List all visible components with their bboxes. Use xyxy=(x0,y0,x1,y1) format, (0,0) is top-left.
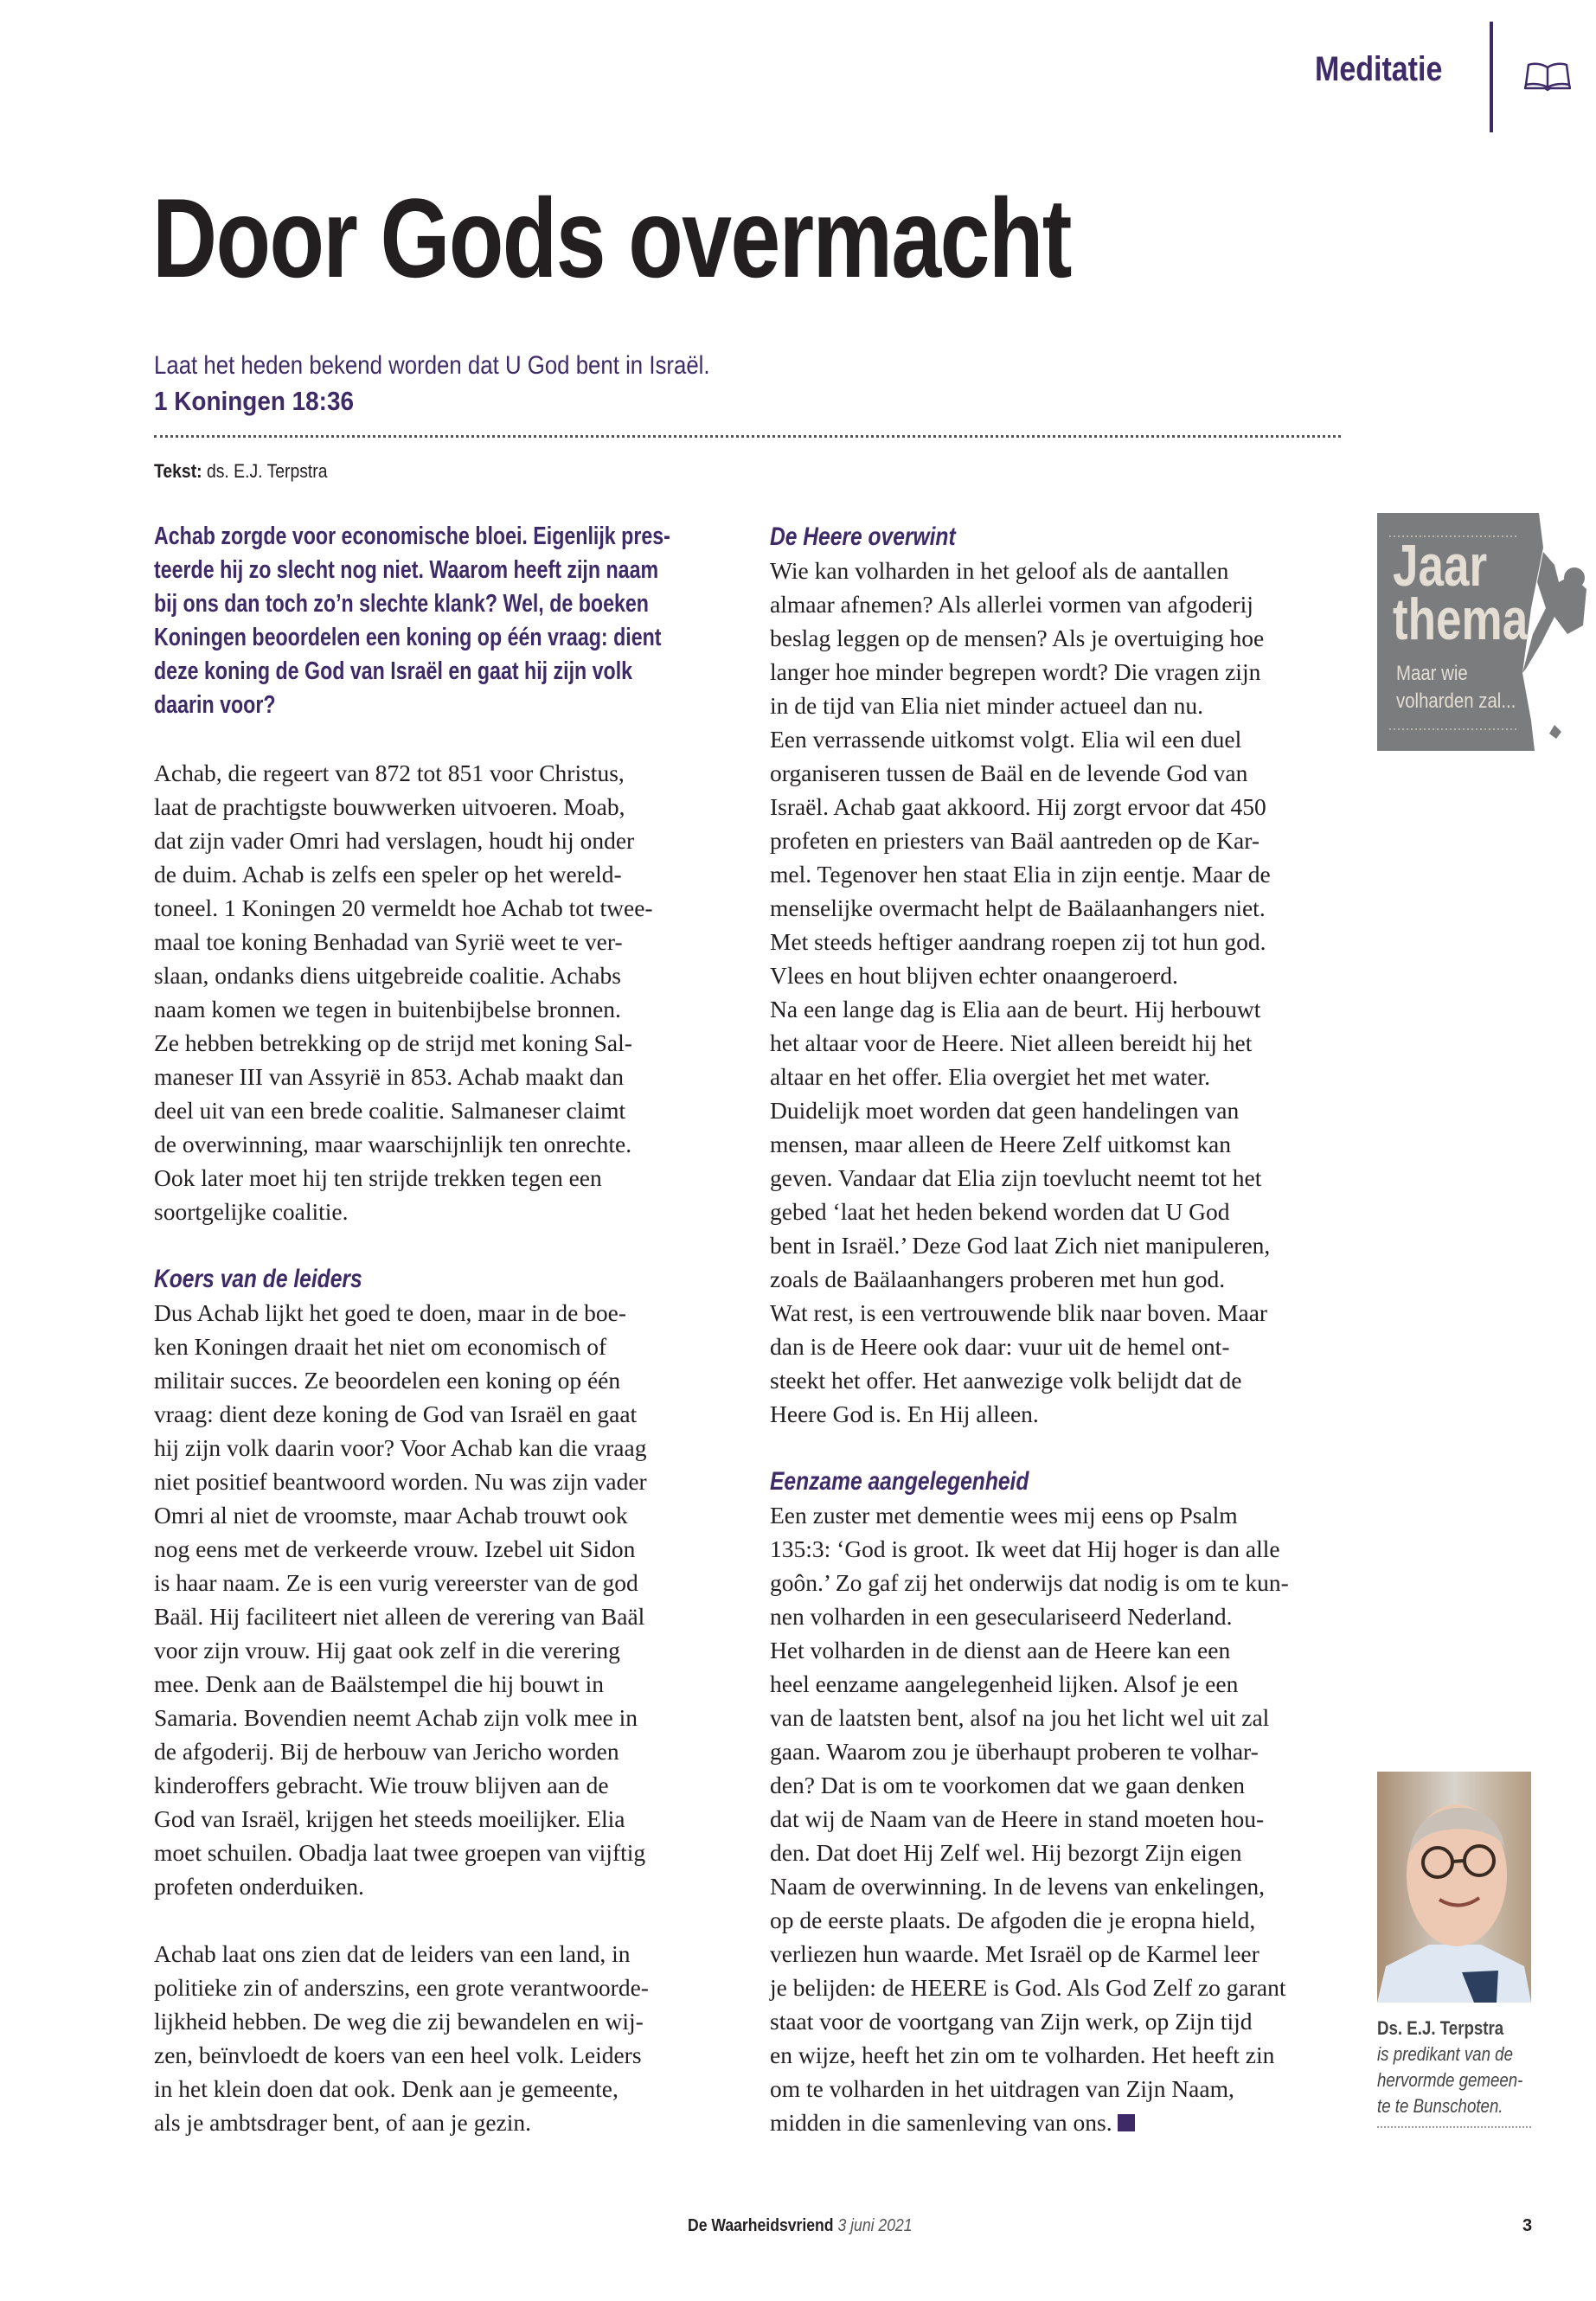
text-line: Duidelijk moet worden dat geen handelingen van xyxy=(770,1097,1240,1124)
jaarthema-line1: Jaar xyxy=(1393,533,1488,599)
jaarthema-subtitle xyxy=(1396,660,1516,715)
text-line: om te volharden in het uitdragen van Zijn Naam, xyxy=(770,2075,1234,2102)
credit-label: Tekst: xyxy=(154,460,202,482)
text-line: Dus Achab lijkt het goed te doen, maar in de boe- xyxy=(154,1299,627,1326)
author-bio-line: is predikant van de xyxy=(1377,2043,1513,2065)
text-line xyxy=(770,2106,1289,2139)
text-line: en wijze, heeft het zin om te volharden. Het heeft zin xyxy=(770,2041,1275,2068)
text-line: toneel. 1 Koningen 20 vermeldt hoe Achab tot twee- xyxy=(154,894,653,921)
text-line: Achab laat ons zien dat de leiders van een land, in xyxy=(154,1940,631,1967)
text-line: den. Dat doet Hij Zelf wel. Hij bezorgt Zijn eigen xyxy=(770,1839,1242,1866)
section-label: Meditatie xyxy=(1315,50,1443,88)
text-line: Omri al niet de vroomste, maar Achab trouwt ook xyxy=(154,1502,628,1529)
text-line: de duim. Achab is zelfs een speler op het wereld- xyxy=(154,861,622,888)
paragraph-4 xyxy=(770,554,1271,1431)
text-line: niet positief beantwoord worden. Nu was zijn vader xyxy=(154,1468,647,1495)
text-line: laat de prachtigste bouwwerken uitvoeren. Moab, xyxy=(154,793,625,820)
text-line: Wat rest, is een vertrouwende blik naar boven. Maar xyxy=(770,1299,1268,1326)
text-line: profeten onderduiken. xyxy=(154,1873,364,1900)
paragraph-1 xyxy=(154,756,653,1228)
text-line: Ook later moet hij ten strijde trekken tegen een xyxy=(154,1164,602,1191)
text-line-content: midden in die samenleving van ons. xyxy=(770,2109,1112,2136)
open-book-icon xyxy=(1524,61,1571,92)
text-line: heel eenzame aangelegenheid lijken. Alsof je een xyxy=(770,1670,1239,1697)
text-line: Vlees en hout blijven echter onaangeroerd. xyxy=(770,962,1178,989)
jaarthema-sub2: volharden zal... xyxy=(1396,689,1516,713)
jaarthema-sub1: Maar wie xyxy=(1396,662,1468,685)
text-line: mee. Denk aan de Baälstempel die hij bouwt in xyxy=(154,1670,605,1697)
text-line: Het volharden in de dienst aan de Heere kan een xyxy=(770,1637,1231,1663)
text-line: gaan. Waarom zou je überhaupt proberen te volhar- xyxy=(770,1738,1259,1765)
text-line: Een zuster met dementie wees mij eens op Psalm xyxy=(770,1502,1238,1529)
text-line: in het klein doen dat ook. Denk aan je gemeente, xyxy=(154,2075,619,2102)
bible-reference: 1 Koningen 18:36 xyxy=(154,386,355,416)
end-mark-icon xyxy=(1118,2114,1135,2131)
text-line: Koningen beoordelen een koning op één vraag: dient xyxy=(154,624,662,651)
text-line: almaar afnemen? Als allerlei vormen van afgoderij xyxy=(770,591,1253,618)
text-line: lijkheid hebben. De weg die zij bewandelen en wij- xyxy=(154,2008,644,2035)
text-line: dat zijn vader Omri had verslagen, houdt hij onder xyxy=(154,827,635,854)
text-line: menselijke overmacht helpt de Baälaanhangers niet. xyxy=(770,894,1266,921)
text-line: steekt het offer. Het aanwezige volk belijdt dat de xyxy=(770,1367,1242,1394)
text-line: de afgoderij. Bij de herbouw van Jericho worden xyxy=(154,1738,619,1765)
credit-author: ds. E.J. Terpstra xyxy=(206,460,328,482)
text-line: Achab zorgde voor economische bloei. Eigenlijk pres- xyxy=(154,522,670,550)
author-photo xyxy=(1377,1772,1531,2003)
text-line: den? Dat is om te voorkomen dat we gaan denken xyxy=(770,1772,1246,1798)
text-line: dat wij de Naam van de Heere in stand moeten hou- xyxy=(770,1805,1265,1832)
text-line: van de laatsten bent, alsof na jou het licht wel uit zal xyxy=(770,1704,1270,1731)
subheading-koers: Koers van de leiders xyxy=(154,1265,362,1293)
text-line: Wie kan volharden in het geloof als de aantallen xyxy=(770,557,1229,584)
text-line: politieke zin of anderszins, een grote verantwoorde- xyxy=(154,1974,649,2001)
text-line: maneser III van Assyrië in 853. Achab maakt dan xyxy=(154,1063,624,1090)
text-line: bij ons dan toch zo’n slechte klank? Wel, de boeken xyxy=(154,590,649,618)
text-line: mel. Tegenover hen staat Elia in zijn eentje. Maar de xyxy=(770,861,1271,888)
text-line: dan is de Heere ook daar: vuur uit de hemel ont- xyxy=(770,1333,1230,1360)
text-line: soortgelijke coalitie. xyxy=(154,1198,349,1225)
paragraph-3 xyxy=(154,1937,649,2139)
jaarthema-line2: thema xyxy=(1393,586,1529,652)
text-line: profeten en priesters van Baäl aantreden op de Kar- xyxy=(770,827,1259,854)
text-line: staat voor de voortgang van Zijn werk, op Zijn tijd xyxy=(770,2008,1253,2035)
author-bio-line: te te Bunschoten. xyxy=(1377,2095,1503,2117)
text-line: zoals de Baälaanhangers proberen met hun god. xyxy=(770,1266,1226,1292)
author-bio-line: hervormde gemeen- xyxy=(1377,2069,1523,2091)
text-line: altaar en het offer. Elia overgiet het met water. xyxy=(770,1063,1211,1090)
text-line: de overwinning, maar waarschijnlijk ten onrechte. xyxy=(154,1131,632,1157)
text-line: Na een lange dag is Elia aan de beurt. Hij herbouwt xyxy=(770,996,1261,1022)
text-line: voor zijn vrouw. Hij gaat ook zelf in die verering xyxy=(154,1637,620,1663)
subheading-heere-overwint: De Heere overwint xyxy=(770,522,956,551)
text-line: mensen, maar alleen de Heere Zelf uitkomst kan xyxy=(770,1131,1231,1157)
text-line: je belijden: de HEERE is God. Als God Zelf zo garant xyxy=(770,1974,1286,2001)
text-line: maal toe koning Benhadad van Syrië weet te ver- xyxy=(154,928,623,955)
intro-paragraph xyxy=(154,520,670,722)
text-line: daarin voor? xyxy=(154,691,276,719)
text-line: ken Koningen draait het niet om economisch of xyxy=(154,1333,607,1360)
footer-magazine: De Waarheidsvriend xyxy=(688,2216,834,2235)
author-credit xyxy=(154,460,328,483)
footer-date: 3 juni 2021 xyxy=(837,2216,913,2235)
text-line: organiseren tussen de Baäl en de levende God van xyxy=(770,760,1248,786)
header-divider xyxy=(1490,22,1493,132)
text-line: hij zijn volk daarin voor? Voor Achab kan die vraag xyxy=(154,1434,647,1461)
text-line: Met steeds heftiger aandrang roepen zij tot hun god. xyxy=(770,928,1266,955)
text-line: deel uit van een brede coalitie. Salmaneser claimt xyxy=(154,1097,626,1124)
text-line: naam komen we tegen in buitenbijbelse bronnen. xyxy=(154,996,621,1022)
text-line: gebed ‘laat het heden bekend worden dat U God xyxy=(770,1198,1230,1225)
text-line: is haar naam. Ze is een vurig vereerster van de god xyxy=(154,1569,638,1596)
text-line: Baäl. Hij faciliteert niet alleen de verering van Baäl xyxy=(154,1603,645,1630)
bible-verse: Laat het heden bekend worden dat U God bent in Israël. xyxy=(154,351,710,380)
jaarthema-title xyxy=(1393,533,1529,652)
text-line: vraag: dient deze koning de God van Israël en gaat xyxy=(154,1400,638,1427)
article-title: Door Gods overmacht xyxy=(152,175,1071,301)
text-line: teerde hij zo slecht nog niet. Waarom heeft zijn naam xyxy=(154,556,659,584)
paragraph-2 xyxy=(154,1296,647,1903)
text-line: slaan, ondanks diens uitgebreide coalitie. Achabs xyxy=(154,962,621,989)
text-line: het altaar voor de Heere. Niet alleen bereidt hij het xyxy=(770,1029,1253,1056)
author-caption-name: Ds. E.J. Terpstra xyxy=(1377,2017,1504,2039)
paragraph-5 xyxy=(770,1498,1289,2139)
text-line: nen volharden in een geseculariseerd Nederland. xyxy=(770,1603,1233,1630)
text-line: Een verrassende uitkomst volgt. Elia wil een duel xyxy=(770,726,1242,753)
text-line: deze koning de God van Israël en gaat hij zijn volk xyxy=(154,657,633,685)
text-line: Samaria. Bovendien neemt Achab zijn volk mee in xyxy=(154,1704,638,1731)
text-line: Achab, die regeert van 872 tot 851 voor Christus, xyxy=(154,760,625,786)
text-line: militair succes. Ze beoordelen een koning op één xyxy=(154,1367,621,1394)
text-line: goôn.’ Zo gaf zij het onderwijs dat nodig is om te kun- xyxy=(770,1569,1289,1596)
subheading-eenzame: Eenzame aangelegenheid xyxy=(770,1467,1029,1496)
text-line: Israël. Achab gaat akkoord. Hij zorgt ervoor dat 450 xyxy=(770,793,1266,820)
text-line: geven. Vandaar dat Elia zijn toevlucht neemt tot het xyxy=(770,1164,1262,1191)
jaarthema-badge xyxy=(1377,513,1596,751)
text-line: Naam de overwinning. In de levens van enkelingen, xyxy=(770,1873,1265,1900)
text-line: zen, beïnvloedt de koers van een heel volk. Leiders xyxy=(154,2041,642,2068)
footer-publication xyxy=(688,2216,913,2236)
text-line: Ze hebben betrekking op de strijd met koning Sal- xyxy=(154,1029,632,1056)
text-line: God van Israël, krijgen het steeds moeilijker. Elia xyxy=(154,1805,625,1832)
text-line: bent in Israël.’ Deze God laat Zich niet manipuleren, xyxy=(770,1232,1271,1259)
text-line: verliezen hun waarde. Met Israël op de Karmel leer xyxy=(770,1940,1259,1967)
text-line: Heere God is. En Hij alleen. xyxy=(770,1400,1039,1427)
text-line: als je ambtsdrager bent, of aan je gezin. xyxy=(154,2109,531,2136)
text-line: langer hoe minder begrepen wordt? Die vragen zijn xyxy=(770,658,1261,685)
text-line: in de tijd van Elia niet minder actueel dan nu. xyxy=(770,692,1203,719)
text-line: 135:3: ‘God is groot. Ik weet dat Hij hoger is dan alle xyxy=(770,1535,1280,1562)
text-line: nog eens met de verkeerde vrouw. Izebel uit Sidon xyxy=(154,1535,636,1562)
text-line: moet schuilen. Obadja laat twee groepen van vijftig xyxy=(154,1839,646,1866)
caption-divider xyxy=(1377,2126,1531,2128)
text-line: kinderoffers gebracht. Wie trouw blijven aan de xyxy=(154,1772,609,1798)
dotted-divider xyxy=(154,435,1341,438)
text-line: op de eerste plaats. De afgoden die je eropna hield, xyxy=(770,1907,1256,1933)
text-line: beslag leggen op de mensen? Als je overtuiging hoe xyxy=(770,625,1265,651)
page-number: 3 xyxy=(1522,2216,1533,2235)
